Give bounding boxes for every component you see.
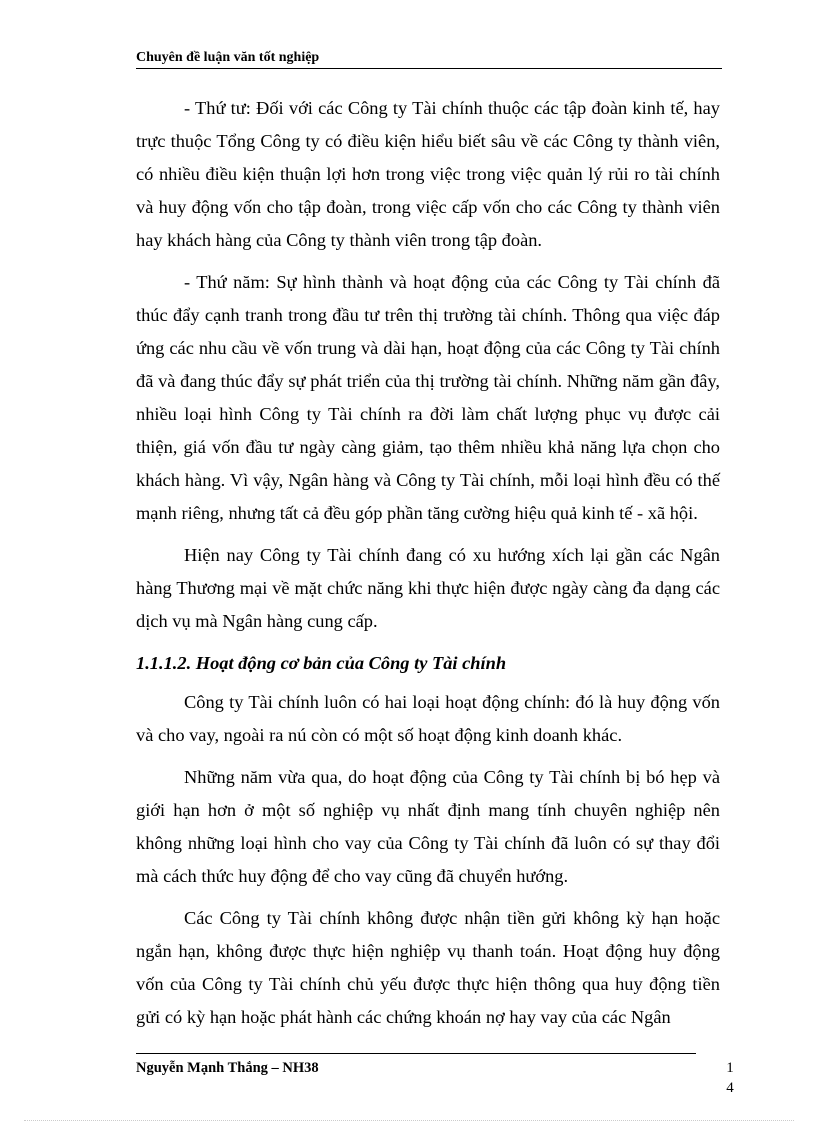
page-number-digit: 1 (726, 1060, 734, 1076)
paragraph-thu-nam: - Thứ năm: Sự hình thành và hoạt động của các Công ty Tài chính đã thúc đẩy cạnh tranh trong đầu tư trên thị trường tài chính. Thông qua việc đáp ứng các nhu cầu về vốn trung và dài hạn, hoạt động của các Công ty Tài chính đã và đang thúc đẩy sự phát triển của thị trường tài chính. Những năm gần đây, nhiều loại hình Công ty Tài chính ra đời làm chất lượng phục vụ được cải thiện, giá vốn đầu tư ngày càng giảm, tạo thêm nhiều khả năng lựa chọn cho khách hàng. Vì vậy, Ngân hàng và Công ty Tài chính, mỗi loại hình đều có thế mạnh riêng, nhưng tất cả đều góp phần tăng cường hiệu quả kinh tế - xã hội. (136, 272, 720, 523)
section-heading: 1.1.1.2. Hoạt động cơ bản của Công ty Tài chính (136, 653, 507, 673)
paragraph-hien-nay: Hiện nay Công ty Tài chính đang có xu hướng xích lại gần các Ngân hàng Thương mại về mặt chức năng khi thực hiện được ngày càng đa dạng các dịch vụ mà Ngân hàng cung cấp. (136, 545, 720, 631)
paragraph-huy-dong-von: Các Công ty Tài chính không được nhận tiền gửi không kỳ hạn hoặc ngắn hạn, không được thực hiện nghiệp vụ thanh toán. Hoạt động huy động vốn của Công ty Tài chính chủ yếu được thực hiện thông qua huy động tiền gửi có kỳ hạn hoặc phát hành các chứng khoán nợ hay vay của các Ngân (136, 908, 720, 1027)
footer-author: Nguyễn Mạnh Thắng – NH38 (136, 1060, 319, 1076)
running-header: Chuyên đề luận văn tốt nghiệp (136, 50, 320, 65)
paragraph-hai-loai-hoat-dong: Công ty Tài chính luôn có hai loại hoạt động chính: đó là huy động vốn và cho vay, ngoài ra nú còn có một số hoạt động kinh doanh khác. (136, 692, 720, 745)
paragraph-nhung-nam-vua-qua: Những năm vừa qua, do hoạt động của Công ty Tài chính bị bó hẹp và giới hạn hơn ở một số nghiệp vụ nhất định mang tính chuyên nghiệp nên không những loại hình cho vay của Công ty Tài chính đã luôn có sự thay đổi mà cách thức huy động để cho vay cũng đã chuyển hướng. (136, 767, 720, 886)
page-edge (24, 1120, 794, 1121)
page-number-digit: 4 (726, 1080, 734, 1096)
document-body (136, 92, 720, 1043)
footer-rule (136, 1053, 696, 1054)
header-rule (136, 68, 722, 69)
paragraph-thu-tu: - Thứ tư: Đối với các Công ty Tài chính thuộc các tập đoàn kinh tế, hay trực thuộc Tổng Công ty có điều kiện hiểu biết sâu về các Công ty thành viên, có nhiều điều kiện thuận lợi hơn trong việc trong việc quản lý rủi ro tài chính và huy động vốn cho tập đoàn, trong việc cấp vốn cho các Công ty thành viên hay khách hàng của Công ty thành viên trong tập đoàn. (136, 98, 720, 250)
page-number (724, 1058, 736, 1098)
